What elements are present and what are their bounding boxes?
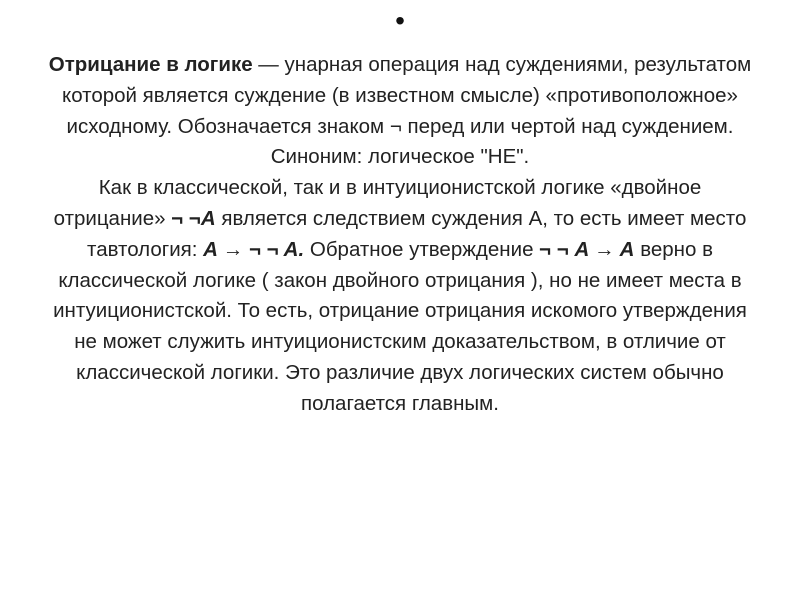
double-negation-paragraph — [40, 173, 760, 419]
formula-double-negation: ¬ ¬A — [171, 206, 216, 230]
paragraph-text-2: является следствием суждения A, то есть имеет место тавтология: — [87, 206, 747, 261]
formula-converse: ¬ ¬ A → A — [539, 237, 635, 261]
formula-tautology: A → ¬ ¬ A. — [203, 237, 305, 261]
slide-content — [40, 50, 760, 420]
paragraph-text-1: Как в классической, так и в интуиционистской логике «двойное отрицание» — [53, 176, 702, 230]
paragraph-text-4: верно в классической логике ( закон двойного отрицания ), но не имеет места в интуиционистской. То есть, отрицание отрицания искомого утверждения не может служить интуиционистским доказательством, в отличие от классической логики. Это различие двух логических систем обычно полагается главным. — [53, 237, 747, 415]
definition-paragraph — [40, 50, 760, 173]
defined-term: Отрицание в логике — [48, 53, 253, 76]
bullet-point: • — [395, 5, 405, 36]
definition-text: — унарная операция над суждениями, результатом которой является суждение (в известном смысле) «противоположное» исходному. Обозначается знаком ¬ перед или чертой над суждением. Синоним: логическое "НЕ". — [62, 53, 752, 169]
paragraph-text-3: Обратное утверждение — [304, 237, 540, 261]
